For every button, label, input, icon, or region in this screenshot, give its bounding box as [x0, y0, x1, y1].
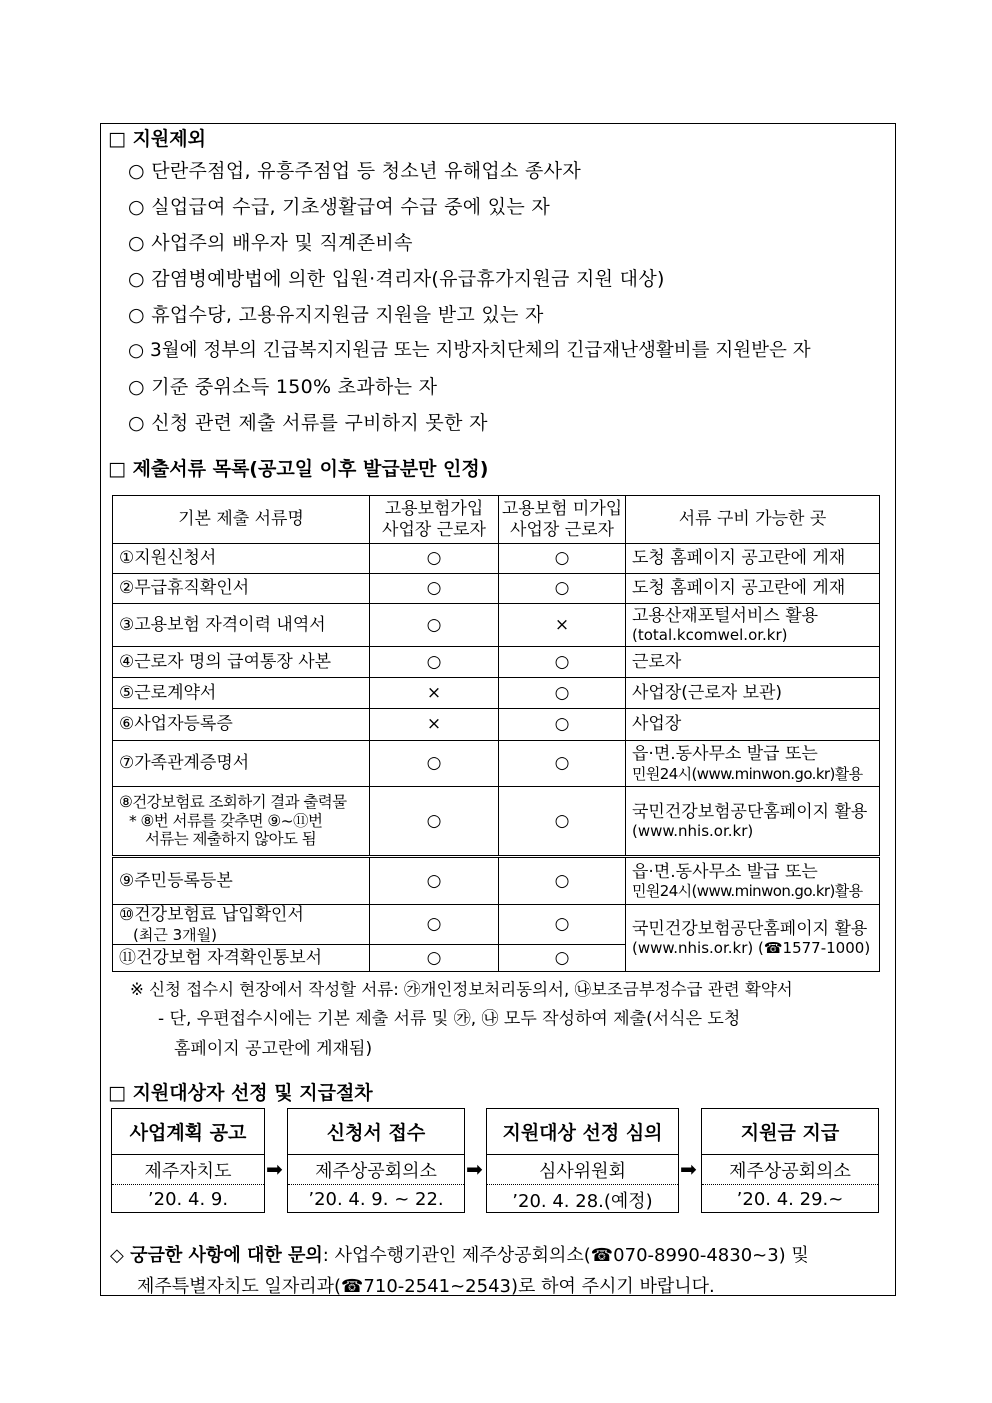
- table-row: [113, 544, 880, 574]
- table-row: [113, 857, 880, 905]
- header-uninsured: [499, 496, 626, 544]
- exclusion-item: ○ 휴업수당, 고용유지지원금 지원을 받고 있는 자: [128, 304, 544, 326]
- doc-where: [626, 905, 880, 972]
- doc-name: ⑪건강보험 자격확인통보서: [113, 945, 370, 972]
- doc-where: 도청 홈페이지 공고란에 게재: [626, 574, 880, 604]
- header-insured-line2: 사업장 근로자: [382, 519, 486, 540]
- flow-step-title: 사업계획 공고: [112, 1109, 264, 1155]
- doc-where-line1: 읍·면.동사무소 발급 또는: [632, 744, 818, 765]
- doc-where-line2: 민원24시(www.minwon.go.kr)활용: [632, 764, 863, 783]
- uninsured-mark: ○: [499, 678, 626, 709]
- header-insured: [370, 496, 499, 544]
- doc-where: [626, 787, 880, 857]
- table-row: [113, 905, 880, 945]
- header-insured-line1: 고용보험가입: [384, 499, 484, 520]
- exclusion-title: □ 지원제외: [108, 128, 206, 150]
- doc-name-line2: * ⑧번 서류를 갖추면 ⑨~⑪번: [129, 811, 323, 830]
- flow-step-title: 지원대상 선정 심의: [487, 1109, 678, 1155]
- flow-step-date: ’20. 4. 9.: [147, 1189, 229, 1210]
- arrow-right-icon: ➡: [680, 1157, 697, 1181]
- doc-where-line2: (total.kcomwel.or.kr): [632, 626, 788, 645]
- table-row: [113, 604, 880, 647]
- arrow-right-icon: ➡: [266, 1157, 283, 1181]
- uninsured-mark: ○: [499, 574, 626, 604]
- flow-step-org: 제주상공회의소: [702, 1155, 878, 1185]
- doc-name: [113, 787, 370, 857]
- exclusion-item: ○ 감염병예방법에 의한 입원·격리자(유급휴가지원금 지원 대상): [128, 268, 665, 290]
- insured-mark: ×: [370, 709, 499, 741]
- doc-where-line1: 읍·면.동사무소 발급 또는: [632, 861, 818, 882]
- doc-where: [626, 741, 880, 787]
- uninsured-mark: ○: [499, 945, 626, 972]
- doc-where-line2: 민원24시(www.minwon.go.kr)활용: [632, 882, 863, 901]
- insured-mark: ○: [370, 905, 499, 945]
- flow-step: [486, 1108, 679, 1213]
- uninsured-mark: ○: [499, 544, 626, 574]
- insured-mark: ○: [370, 787, 499, 857]
- doc-where: 사업장(근로자 보관): [626, 678, 880, 709]
- table-row: [113, 678, 880, 709]
- insured-mark: ○: [370, 604, 499, 647]
- table-row: [113, 574, 880, 604]
- documents-note: 홈페이지 공고란에 게재됨): [174, 1039, 373, 1059]
- uninsured-mark: ○: [499, 709, 626, 741]
- doc-where: [626, 857, 880, 905]
- arrow-right-icon: ➡: [466, 1157, 483, 1181]
- table-header-row: [113, 496, 880, 544]
- doc-name-line3: 서류는 제출하지 않아도 됨: [145, 830, 317, 849]
- doc-name: [113, 905, 370, 945]
- inquiry-line: [110, 1241, 809, 1267]
- flow-step-date: ’20. 4. 28.(예정): [512, 1190, 653, 1212]
- header-doc-name: 기본 제출 서류명: [113, 496, 370, 544]
- documents-note: ※ 신청 접수시 현장에서 작성할 서류: ㉮개인정보처리동의서, ㉯보조금부정수급 관련 확약서: [130, 980, 793, 999]
- insured-mark: ○: [370, 544, 499, 574]
- insured-mark: ×: [370, 678, 499, 709]
- header-where: 서류 구비 가능한 곳: [626, 496, 880, 544]
- doc-name: ⑤근로계약서: [113, 678, 370, 709]
- exclusion-item: ○ 실업급여 수급, 기초생활급여 수급 중에 있는 자: [128, 196, 551, 218]
- flow-step-title: 지원금 지급: [702, 1109, 878, 1155]
- insured-mark: ○: [370, 945, 499, 972]
- doc-where-line1: 국민건강보험공단홈페이지 활용: [632, 918, 868, 939]
- flow-step-org: 심사위원회: [487, 1155, 678, 1185]
- doc-name: ⑥사업자등록증: [113, 709, 370, 741]
- exclusion-item: ○ 신청 관련 제출 서류를 구비하지 못한 자: [128, 412, 488, 434]
- doc-name: ①지원신청서: [113, 544, 370, 574]
- insured-mark: ○: [370, 647, 499, 678]
- flow-step-org: 제주상공회의소: [288, 1155, 464, 1185]
- documents-table: [112, 495, 880, 972]
- documents-note: - 단, 우편접수시에는 기본 제출 서류 및 ㉮, ㉯ 모두 작성하여 제출(서식은 도청: [158, 1009, 741, 1029]
- inquiry-text: : 사업수행기관인 제주상공회의소(☎070-8990-4830~3) 및: [322, 1245, 809, 1266]
- insured-mark: ○: [370, 857, 499, 905]
- doc-name-line2: (최근 3개월): [133, 925, 217, 944]
- flow-step-date: ’20. 4. 29.~: [736, 1189, 844, 1210]
- doc-where-line2: (www.nhis.or.kr): [632, 822, 754, 841]
- uninsured-mark: ○: [499, 787, 626, 857]
- exclusion-item: ○ 단란주점업, 유흥주점업 등 청소년 유해업소 종사자: [128, 160, 581, 182]
- doc-where: 사업장: [626, 709, 880, 741]
- insured-mark: ○: [370, 741, 499, 787]
- doc-where: [626, 604, 880, 647]
- uninsured-mark: ○: [499, 905, 626, 945]
- flow-step: [111, 1108, 265, 1213]
- inquiry-label: ◇ 궁금한 사항에 대한 문의: [110, 1245, 323, 1266]
- header-uninsured-line2: 사업장 근로자: [510, 519, 614, 540]
- exclusion-item: ○ 기준 중위소득 150% 초과하는 자: [128, 376, 438, 398]
- doc-where-line1: 국민건강보험공단홈페이지 활용: [632, 801, 868, 822]
- doc-where-line1: 고용산재포털서비스 활용: [632, 605, 819, 626]
- flow-step: [287, 1108, 465, 1213]
- documents-title: □ 제출서류 목록(공고일 이후 발급분만 인정): [108, 458, 489, 480]
- uninsured-mark: ○: [499, 647, 626, 678]
- doc-name: ④근로자 명의 급여통장 사본: [113, 647, 370, 678]
- uninsured-mark: ×: [499, 604, 626, 647]
- flow-step-title: 신청서 접수: [288, 1109, 464, 1155]
- inquiry-line: 제주특별자치도 일자리과(☎710-2541~2543)로 하여 주시기 바랍니다.: [137, 1276, 715, 1297]
- doc-name-line1: ⑧건강보험료 조회하기 결과 출력물: [119, 793, 347, 812]
- doc-where-line2: (www.nhis.or.kr) (☎1577-1000): [632, 939, 871, 958]
- exclusion-item: ○ 사업주의 배우자 및 직계존비속: [128, 232, 413, 254]
- header-uninsured-line1: 고용보험 미가입: [501, 499, 623, 520]
- doc-name: ②무급휴직확인서: [113, 574, 370, 604]
- uninsured-mark: ○: [499, 857, 626, 905]
- flow-step: [701, 1108, 879, 1213]
- doc-where: 도청 홈페이지 공고란에 게재: [626, 544, 880, 574]
- flow-step-org: 제주자치도: [112, 1155, 264, 1185]
- doc-name: ⑨주민등록등본: [113, 857, 370, 905]
- procedure-title: □ 지원대상자 선정 및 지급절차: [108, 1082, 373, 1104]
- doc-name-line1: ⑩건강보험료 납입확인서: [119, 905, 304, 926]
- insured-mark: ○: [370, 574, 499, 604]
- doc-where: 근로자: [626, 647, 880, 678]
- table-row: [113, 787, 880, 857]
- table-row: [113, 647, 880, 678]
- doc-name: ③고용보험 자격이력 내역서: [113, 604, 370, 647]
- table-row: [113, 709, 880, 741]
- uninsured-mark: ○: [499, 741, 626, 787]
- doc-name: ⑦가족관계증명서: [113, 741, 370, 787]
- exclusion-item: ○ 3월에 정부의 긴급복지지원금 또는 지방자치단체의 긴급재난생활비를 지원받은 자: [128, 340, 811, 361]
- flow-step-date: ’20. 4. 9. ~ 22.: [308, 1189, 444, 1210]
- table-row: [113, 741, 880, 787]
